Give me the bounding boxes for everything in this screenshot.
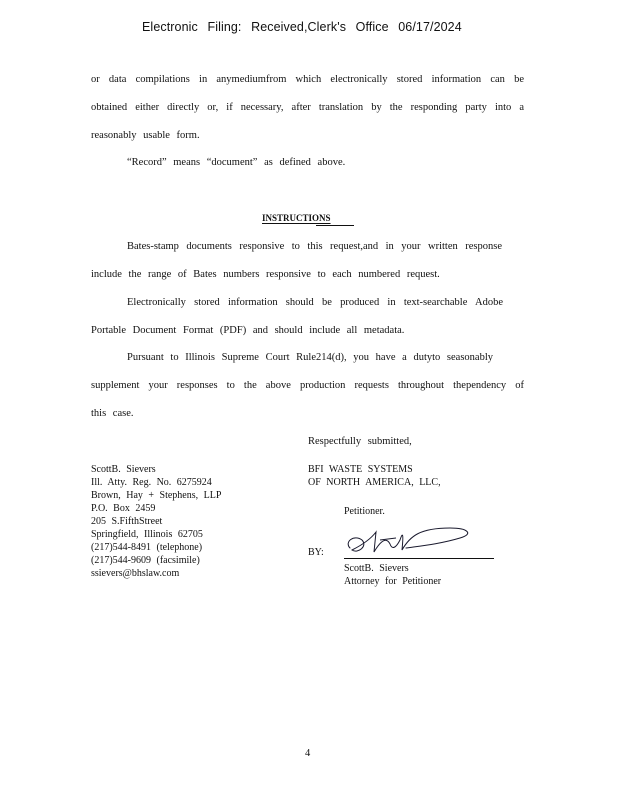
bates-line-2: include the range of Bates numbers responsive to each numbered request. [91, 269, 440, 280]
po-box: P.O. Box 2459 [91, 503, 156, 514]
esi-line-1: Electronically stored information should be produced in text-searchable Adobe [127, 297, 503, 308]
facsimile: (217)544-9609 (facsimile) [91, 555, 200, 566]
signer-name: ScottB. Sievers [344, 563, 409, 574]
heading-underline [316, 225, 354, 226]
rule-line-1: Pursuant to Illinois Supreme Court Rule214(d), you have a dutyto seasonably [127, 352, 493, 363]
attorney-reg: Ill. Atty. Reg. No. 6275924 [91, 477, 212, 488]
electronic-filing-header: Electronic Filing: Received,Clerk's Office 06/17/2024 [142, 20, 462, 34]
closing-text: Respectfully submitted, [308, 436, 412, 447]
signature-line [344, 558, 494, 559]
email: ssievers@bhslaw.com [91, 568, 180, 579]
definition-line-2: obtained either directly or, if necessary, after translation by the responding party into a [91, 102, 524, 113]
attorney-name: ScottB. Sievers [91, 464, 156, 475]
telephone: (217)544-8491 (telephone) [91, 542, 203, 553]
rule-line-2: supplement your responses to the above production requests throughout thependency of [91, 380, 524, 391]
street-address: 205 S.FifthStreet [91, 516, 163, 527]
instructions-heading: INSTRUCTIONS [262, 213, 331, 223]
party-line-1: BFI WASTE SYSTEMS [308, 464, 413, 475]
handwritten-signature [340, 522, 480, 558]
party-block [308, 463, 441, 489]
page-number: 4 [305, 748, 311, 759]
signer-block [344, 562, 441, 588]
signer-title: Attorney for Petitioner [344, 576, 442, 587]
party-line-2: OF NORTH AMERICA, LLC, [308, 477, 441, 488]
esi-line-2: Portable Document Format (PDF) and should include all metadata. [91, 325, 405, 336]
definition-line-1: or data compilations in anymediumfrom which electronically stored information can be [91, 74, 524, 85]
record-definition: “Record” means “document” as defined above. [127, 157, 346, 168]
firm-name: Brown, Hay + Stephens, LLP [91, 490, 222, 501]
rule-line-3: this case. [91, 408, 134, 419]
bates-line-1: Bates-stamp documents responsive to this request,and in your written response [127, 241, 502, 252]
attorney-block [91, 463, 221, 580]
petitioner-role: Petitioner. [344, 506, 385, 517]
definition-line-3: reasonably usable form. [91, 130, 200, 141]
by-label: BY: [308, 547, 324, 558]
city-state-zip: Springfield, Illinois 62705 [91, 529, 203, 540]
